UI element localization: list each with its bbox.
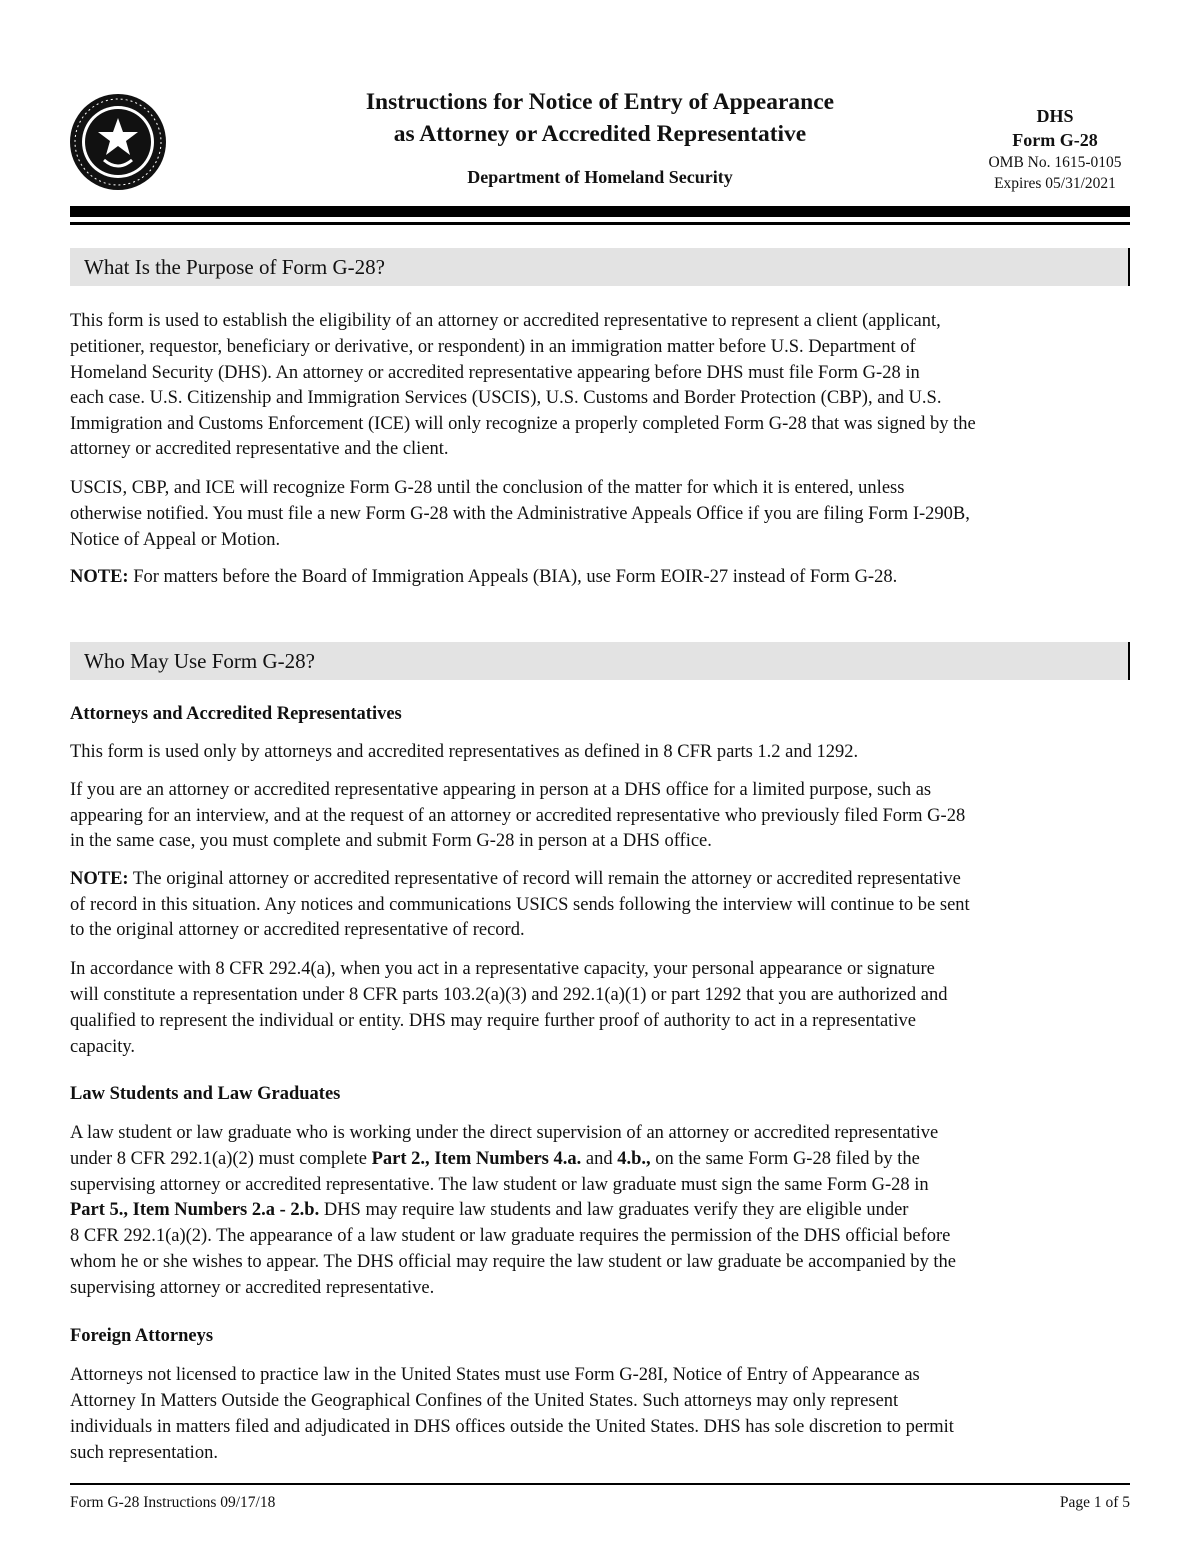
note-text: The original attorney or accredited representative of record will remain the attorney or accredited representative <box>128 869 961 889</box>
text-run: on the same Form G-28 filed by the <box>650 1149 920 1169</box>
attorneys-para2-line: appearing for an interview, and at the request of an attorney or accredited representative who previously filed Form G-28 <box>70 806 966 826</box>
law-students-line: A law student or law graduate who is working under the direct supervision of an attorney or accredited representative <box>70 1123 939 1143</box>
footer-rule <box>70 1483 1130 1485</box>
attorneys-para1: This form is used only by attorneys and accredited representatives as defined in 8 CFR parts 1.2 and 1292. <box>70 742 859 762</box>
item-reference: 4.b., <box>617 1149 651 1169</box>
section-heading-who-may-use: Who May Use Form G-28? <box>70 642 1130 680</box>
purpose-para1-line: each case. U.S. Citizenship and Immigration Services (USCIS), U.S. Customs and Border Protection (CBP), and U.S. <box>70 388 942 408</box>
foreign-attorneys-line: such representation. <box>70 1443 218 1463</box>
purpose-para1-line: petitioner, requestor, beneficiary or derivative, or respondent) in an immigration matter before U.S. Department of <box>70 337 916 357</box>
footer-page-number: Page 1 of 5 <box>1059 1494 1130 1511</box>
subheading-foreign-attorneys: Foreign Attorneys <box>70 1326 214 1346</box>
header-rule-thick <box>70 206 1130 217</box>
purpose-para2-line: Notice of Appeal or Motion. <box>70 530 281 550</box>
purpose-para2-line: otherwise notified. You must file a new Form G-28 with the Administrative Appeals Office if you are filing Form I-290B, <box>70 504 970 524</box>
department-name: Department of Homeland Security <box>467 167 733 187</box>
attorneys-para3-line: capacity. <box>70 1037 136 1057</box>
dhs-seal-icon <box>68 92 168 192</box>
text-run: DHS may require law students and law graduates verify they are eligible under <box>319 1200 909 1220</box>
attorneys-para2-line: in the same case, you must complete and submit Form G-28 in person at a DHS office. <box>70 831 712 851</box>
purpose-para2-line: USCIS, CBP, and ICE will recognize Form G-28 until the conclusion of the matter for which it is entered, unless <box>70 478 905 498</box>
text-run: under 8 CFR 292.1(a)(2) must complete <box>70 1149 372 1169</box>
attorneys-note-line: to the original attorney or accredited representative of record. <box>70 920 525 940</box>
document-title-line-2: as Attorney or Accredited Representative <box>393 121 807 147</box>
item-reference: Part 5., Item Numbers 2.a - 2.b. <box>70 1200 320 1220</box>
document-title-line-1: Instructions for Notice of Entry of Appearance <box>365 89 835 115</box>
footer-form-label: Form G-28 Instructions 09/17/18 <box>70 1494 276 1511</box>
purpose-para1-line: Homeland Security (DHS). An attorney or accredited representative appearing before DHS must file Form G-28 in <box>70 363 920 383</box>
purpose-note <box>70 566 897 588</box>
note-text: For matters before the Board of Immigration Appeals (BIA), use Form EOIR-27 instead of Form G-28. <box>128 567 898 587</box>
law-students-line <box>70 1148 920 1170</box>
form-identifier <box>972 104 1138 194</box>
purpose-para1-line: This form is used to establish the eligibility of an attorney or accredited representative to represent a client (applicant, <box>70 311 941 331</box>
item-reference: Part 2., Item Numbers 4.a. <box>371 1149 582 1169</box>
expiration-date: Expires 05/31/2021 <box>994 175 1116 192</box>
law-students-line: supervising attorney or accredited representative. <box>70 1278 435 1298</box>
attorneys-para2-line: If you are an attorney or accredited representative appearing in person at a DHS office for a limited purpose, such as <box>70 780 932 800</box>
attorneys-note-line <box>70 868 961 890</box>
attorneys-para3-line: In accordance with 8 CFR 292.4(a), when you act in a representative capacity, your personal appearance or signature <box>70 959 935 979</box>
attorneys-para3-line: will constitute a representation under 8 CFR parts 103.2(a)(3) and 292.1(a)(1) or part 1292 that you are authorized and <box>70 985 948 1005</box>
subheading-law-students: Law Students and Law Graduates <box>70 1084 341 1104</box>
law-students-line: 8 CFR 292.1(a)(2). The appearance of a law student or law graduate requires the permission of the DHS official before <box>70 1226 951 1246</box>
purpose-para1-line: Immigration and Customs Enforcement (ICE) will only recognize a properly completed Form G-28 that was signed by the <box>70 414 976 434</box>
law-students-line <box>70 1199 908 1221</box>
attorneys-para3-line: qualified to represent the individual or entity. DHS may require further proof of authority to act in a representative <box>70 1011 916 1031</box>
law-students-line: supervising attorney or accredited representative. The law student or law graduate must sign the same Form G-28 in <box>70 1175 929 1195</box>
purpose-para1-line: attorney or accredited representative and the client. <box>70 439 449 459</box>
note-label: NOTE: <box>70 869 129 889</box>
foreign-attorneys-line: individuals in matters filed and adjudicated in DHS offices outside the United States. DHS has sole discretion to permit <box>70 1417 954 1437</box>
omb-number: OMB No. 1615-0105 <box>988 154 1122 171</box>
header-rule-thin <box>70 222 1130 225</box>
text-run: and <box>581 1149 618 1169</box>
subheading-attorneys: Attorneys and Accredited Representatives <box>70 704 402 724</box>
title-block <box>240 86 960 188</box>
foreign-attorneys-line: Attorney In Matters Outside the Geographical Confines of the United States. Such attorneys may only represent <box>70 1391 899 1411</box>
attorneys-note-line: of record in this situation. Any notices and communications USICS sends following the interview will continue to be sent <box>70 895 970 915</box>
section-heading-purpose: What Is the Purpose of Form G-28? <box>70 248 1130 286</box>
form-number: Form G-28 <box>1012 130 1098 150</box>
foreign-attorneys-line: Attorneys not licensed to practice law in the United States must use Form G-28I, Notice of Entry of Appearance as <box>70 1365 920 1385</box>
note-label: NOTE: <box>70 567 129 587</box>
law-students-line: whom he or she wishes to appear. The DHS official may require the law student or law graduate be accompanied by the <box>70 1252 957 1272</box>
agency-label: DHS <box>1036 106 1074 126</box>
